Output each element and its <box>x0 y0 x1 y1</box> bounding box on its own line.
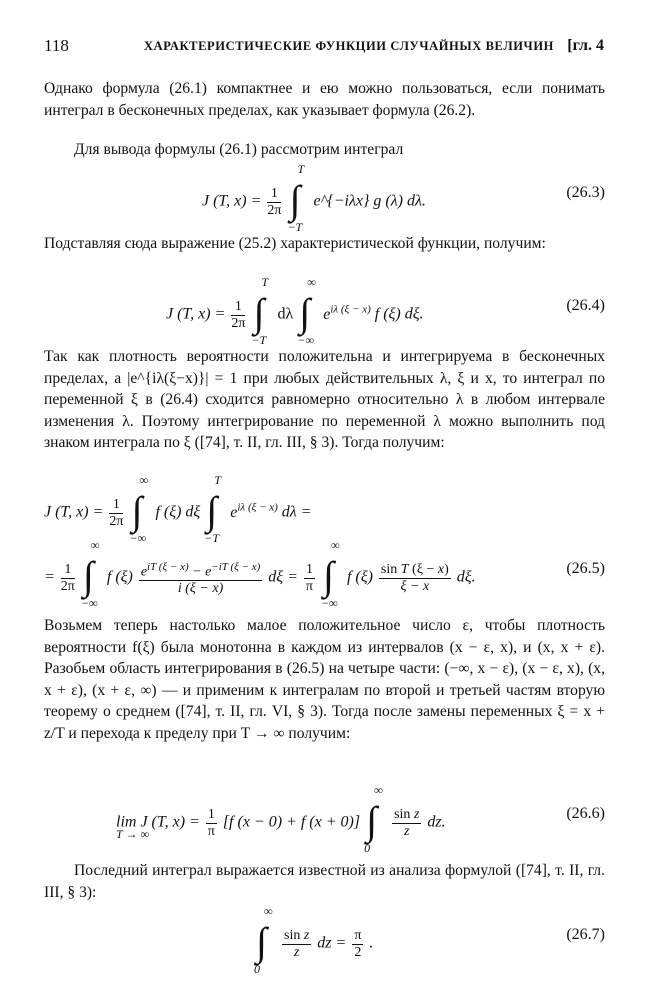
equation-number: (26.7) <box>566 926 605 943</box>
equation-number: (26.5) <box>566 560 605 577</box>
equation-26-5-line-2: = $\frac{1}{2\pi}$ ∫ ∞ −∞ f (ξ) $\frac{e^{iT (\xi - x)} - e^{-iT (\xi - x)}}{i (\xi - x)}$ dξ = $\frac{1}{\pi}$ ∫ ∞ −∞ f (ξ) $\frac{\text{sin T (ξ − x)}}{\xi - x}$ dξ. (26.5) <box>44 538 605 610</box>
eq-tail: dλ = <box>281 503 312 521</box>
equation-26-4: J (T, x) = $\frac{1}{2\pi}$ ∫ T −T dλ ∫ ∞ −∞ $e^{i\lambda (\xi - x)}$ f (ξ) dξ. (26.4) <box>166 275 605 347</box>
eq-body: f (ξ) dξ. <box>374 305 424 323</box>
running-title: ХАРАКТЕРИСТИЧЕСКИЕ ФУНКЦИИ СЛУЧАЙНЫХ ВЕЛИЧИН <box>144 39 554 53</box>
equation-26-3: J (T, x) = $\frac{1}{2\pi}$ ∫ T −T e^{−iλx} g (λ) dλ. (26.3) <box>202 162 605 234</box>
paragraph-1: Однако формула (26.1) компактнее и ею можно пользоваться, если понимать интеграл в бесконечных пределах, как указывает формула (26.2). <box>44 80 605 119</box>
paragraph-3: Подставляя сюда выражение (25.2) характеристической функции, получим: <box>44 235 546 252</box>
equation-number: (26.4) <box>566 297 605 314</box>
equation-26-5-line-1: J (T, x) = $\frac{1}{2\pi}$ ∫ ∞ −∞ f (ξ) dξ ∫ T −T $e^{i\lambda (\xi - x)}$ dλ = <box>44 473 312 545</box>
chapter-label: [гл. 4 <box>567 37 604 54</box>
page-header <box>44 36 604 60</box>
equation-number: (26.3) <box>566 184 605 201</box>
paragraph-4: Так как плотность вероятности положительна и интегрируема в бесконечных пределах, а |e^{iλ(ξ−x)}| = 1 при любых действительных λ, ξ и x, то интеграл по переменной ξ в (26.4) сходится равномерно относительно λ в любом интервале изменения λ. Поэтому интегрирование по переменной λ можно выполнить под знаком интеграла по ξ ([74], т. II, гл. III, § 3). Тогда получим: <box>44 348 605 451</box>
eq-lhs: J (T, x) = <box>166 305 226 323</box>
eq-tail: dz. <box>427 813 446 831</box>
page-number: 118 <box>44 36 69 55</box>
eq-body: e^{−iλx} g (λ) dλ. <box>313 192 426 210</box>
equation-number: (26.6) <box>566 805 605 822</box>
eq-lhs: J (T, x) = <box>202 192 262 210</box>
eq-mid: [f (x − 0) + f (x + 0)] <box>222 813 361 831</box>
paragraph-6: Последний интеграл выражается известной из анализа формулой ([74], т. II, гл. III, § 3): <box>44 862 605 901</box>
paragraph-2: Для вывода формулы (26.1) рассмотрим интеграл <box>74 141 404 158</box>
eq-lhs: J (T, x) = <box>44 503 104 521</box>
equation-26-6: lim J (T, x) = $\frac{1}{\pi}$ [f (x − 0) + f (x + 0)] ∫ ∞ 0 $\frac{\text{sin z}}{z}$ dz. T → ∞ (26.6) <box>116 783 605 855</box>
eq-lhs: lim J (T, x) = <box>116 813 200 831</box>
equation-26-7: ∫ ∞ 0 $\frac{\text{sin z}}{z}$ dz = $\frac{\pi}{2}$ . (26.7) <box>254 904 605 976</box>
paragraph-5: Возьмем теперь настолько малое положительное число ε, чтобы плотность вероятности f(ξ) была монотонна в каждом из интервалов (x − ε, x), и (x, x + ε). Разобьем область интегрирования в (26.5) на четыре части: (−∞, x − ε), (x − ε, x), (x, x + ε), (x + ε, ∞) — и применим к интегралам по второй и третьей частям вторую теорему о среднем ([74], т. II, гл. VI, § 3). Тогда после замены переменных ξ = x + z/T и перехода к пределу при T → ∞ получим: <box>44 617 605 742</box>
